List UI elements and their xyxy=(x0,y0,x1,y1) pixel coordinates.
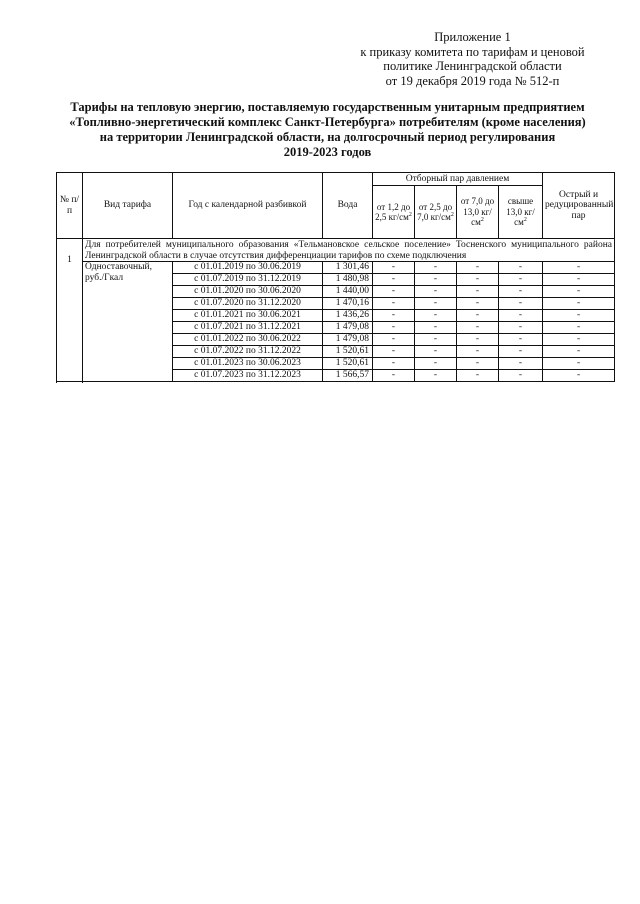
steam-2-cell: - xyxy=(415,346,457,358)
steam-4-cell: - xyxy=(499,334,543,346)
water-tariff-cell: 1 520,61 xyxy=(323,358,373,370)
consumer-row xyxy=(57,239,615,262)
steam-3-cell: - xyxy=(457,286,499,298)
appendix-label: Приложение 1 xyxy=(434,30,511,44)
header-steam-4: свыше 13,0 $кг/см^2$ xyxy=(499,186,543,239)
water-tariff-cell: 1 480,98 xyxy=(323,274,373,286)
tariff-type-cell: Одноставочный, руб./Гкал xyxy=(83,262,173,382)
water-tariff-cell: 1 479,08 xyxy=(323,334,373,346)
title-line-4: 2019-2023 годов xyxy=(283,145,372,159)
water-tariff-cell: 1 520,61 xyxy=(323,346,373,358)
steam-4-cell: - xyxy=(499,286,543,298)
header-sharp-steam: Острый и редуцированный пар xyxy=(543,173,615,239)
steam-2-cell: - xyxy=(415,262,457,274)
steam-4-cell: - xyxy=(499,310,543,322)
water-tariff-cell: 1 479,08 xyxy=(323,322,373,334)
steam-1-cell: - xyxy=(373,310,415,322)
header-water: Вода xyxy=(323,173,373,239)
steam-4-cell: - xyxy=(499,262,543,274)
water-tariff-cell: 1 436,26 xyxy=(323,310,373,322)
steam-1-cell: - xyxy=(373,274,415,286)
steam-2-cell: - xyxy=(415,286,457,298)
steam-3-cell: - xyxy=(457,310,499,322)
steam-2-cell: - xyxy=(415,274,457,286)
sharp-steam-cell: - xyxy=(543,274,615,286)
appendix-order-line: к приказу комитета по тарифам и ценовой xyxy=(360,44,585,59)
steam-4-cell: - xyxy=(499,358,543,370)
steam-1-cell: - xyxy=(373,370,415,382)
sharp-steam-cell: - xyxy=(543,346,615,358)
steam-3-cell: - xyxy=(457,322,499,334)
header-num: № п/п xyxy=(57,173,83,239)
steam-4-cell: - xyxy=(499,298,543,310)
appendix-authority-line: политике Ленинградской области xyxy=(383,59,562,73)
table-header-row xyxy=(57,173,615,186)
header-steam-2: от 2,5 до 7,0 $кг/см^2$ xyxy=(415,186,457,239)
steam-1-cell: - xyxy=(373,298,415,310)
header-steam-3: от 7,0 до 13,0 $кг/см^2$ xyxy=(457,186,499,239)
row-number: 1 xyxy=(57,239,83,382)
steam-3-cell: - xyxy=(457,298,499,310)
steam-3-cell: - xyxy=(457,346,499,358)
tariff-table xyxy=(56,172,615,382)
steam-1-cell: - xyxy=(373,358,415,370)
sharp-steam-cell: - xyxy=(543,286,615,298)
water-tariff-cell: 1 566,57 xyxy=(323,370,373,382)
steam-3-cell: - xyxy=(457,262,499,274)
steam-4-cell: - xyxy=(499,274,543,286)
steam-2-cell: - xyxy=(415,298,457,310)
title-line-2: «Топливно-энергетический комплекс Санкт-Петербурга» потребителям (кроме населения) xyxy=(69,115,586,129)
steam-2-cell: - xyxy=(415,334,457,346)
steam-4-cell: - xyxy=(499,370,543,382)
period-cell: с 01.07.2019 по 31.12.2019 xyxy=(173,274,323,286)
steam-1-cell: - xyxy=(373,334,415,346)
steam-1-cell: - xyxy=(373,322,415,334)
period-cell: с 01.07.2020 по 31.12.2020 xyxy=(173,298,323,310)
header-steam-1: от 1,2 до 2,5 $кг/см^2$ xyxy=(373,186,415,239)
steam-4-cell: - xyxy=(499,322,543,334)
water-tariff-cell: 1 301,46 xyxy=(323,262,373,274)
sharp-steam-cell: - xyxy=(543,310,615,322)
period-cell: с 01.07.2022 по 31.12.2022 xyxy=(173,346,323,358)
appendix-date-line: от 19 декабря 2019 года № 512-п xyxy=(385,73,560,88)
steam-1-cell: - xyxy=(373,262,415,274)
period-cell: с 01.01.2019 по 30.06.2019 xyxy=(173,262,323,274)
sharp-steam-cell: - xyxy=(543,334,615,346)
sharp-steam-cell: - xyxy=(543,322,615,334)
steam-3-cell: - xyxy=(457,274,499,286)
header-year: Год с календарной разбивкой xyxy=(173,173,323,239)
sharp-steam-cell: - xyxy=(543,370,615,382)
steam-2-cell: - xyxy=(415,358,457,370)
sharp-steam-cell: - xyxy=(543,358,615,370)
water-tariff-cell: 1 440,00 xyxy=(323,286,373,298)
steam-2-cell: - xyxy=(415,310,457,322)
steam-2-cell: - xyxy=(415,370,457,382)
sharp-steam-cell: - xyxy=(543,262,615,274)
period-cell: с 01.01.2021 по 30.06.2021 xyxy=(173,310,323,322)
water-tariff-cell: 1 470,16 xyxy=(323,298,373,310)
steam-3-cell: - xyxy=(457,334,499,346)
period-cell: с 01.01.2022 по 30.06.2022 xyxy=(173,334,323,346)
steam-3-cell: - xyxy=(457,370,499,382)
consumer-description: Для потребителей муниципального образования «Тельмановское сельское поселение» Тосненского муниципального района Ленинградской области в случае отсутствия дифференциации тарифов по схеме подключения xyxy=(83,239,615,262)
header-tariff-type: Вид тарифа xyxy=(83,173,173,239)
steam-1-cell: - xyxy=(373,346,415,358)
title-line-1: Тарифы на тепловую энергию, поставляемую государственным унитарным предприятием xyxy=(70,100,585,114)
steam-4-cell: - xyxy=(499,346,543,358)
steam-1-cell: - xyxy=(373,286,415,298)
appendix-header xyxy=(340,30,605,88)
period-cell: с 01.07.2023 по 31.12.2023 xyxy=(173,370,323,382)
period-cell: с 01.01.2020 по 30.06.2020 xyxy=(173,286,323,298)
sharp-steam-cell: - xyxy=(543,298,615,310)
document-title xyxy=(40,100,615,160)
steam-3-cell: - xyxy=(457,358,499,370)
title-line-3: на территории Ленинградской области, на долгосрочный период регулирования xyxy=(99,130,556,144)
period-cell: с 01.07.2021 по 31.12.2021 xyxy=(173,322,323,334)
table-row xyxy=(57,262,615,274)
period-cell: с 01.01.2023 по 30.06.2023 xyxy=(173,358,323,370)
steam-2-cell: - xyxy=(415,322,457,334)
header-steam-group: Отборный пар давлением xyxy=(373,173,543,186)
